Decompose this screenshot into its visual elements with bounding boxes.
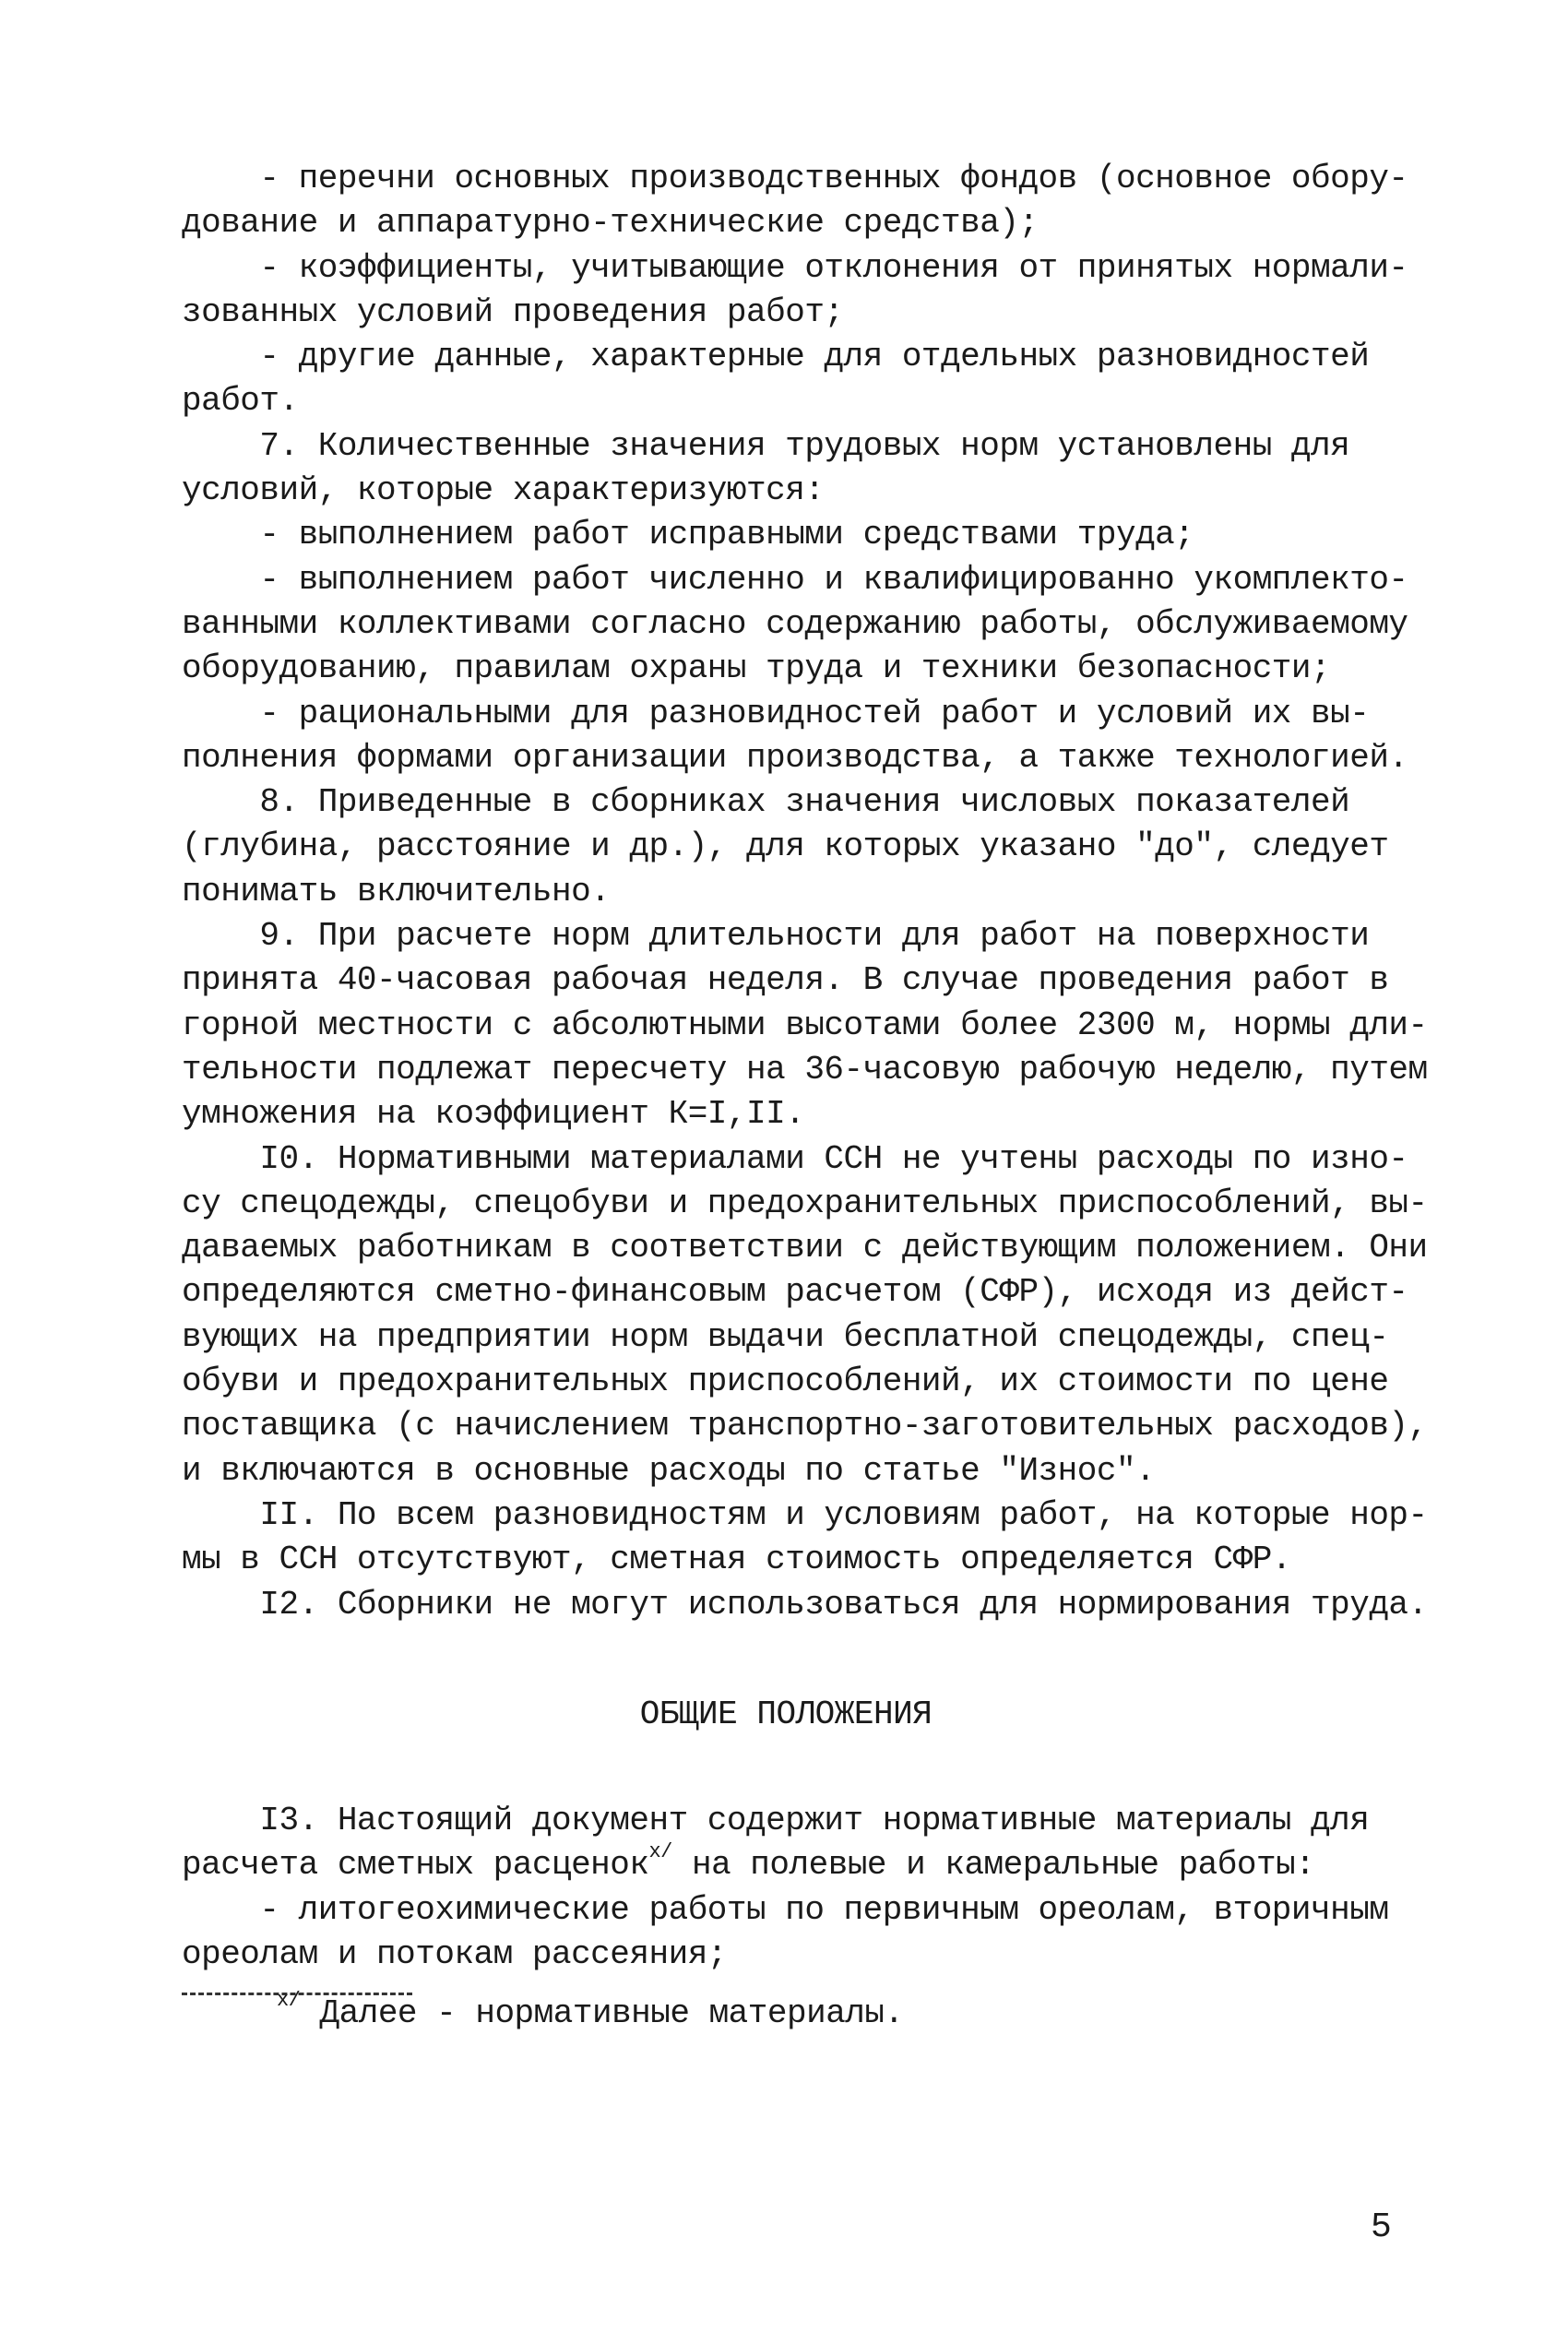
body-line: принята 40-часовая рабочая неделя. В случае проведения работ в xyxy=(182,961,1389,1000)
footnote xyxy=(277,1989,904,2032)
body-line: умножения на коэффициент К=I,II. xyxy=(182,1095,805,1134)
body-line: поставщика (с начислением транспортно-заготовительных расходов), xyxy=(182,1407,1428,1446)
body-line: 7. Количественные значения трудовых норм установлены для xyxy=(182,426,1350,465)
body-line: вующих на предприятии норм выдачи бесплатной спецодежды, спец- xyxy=(182,1317,1389,1356)
footnote-mark: x/ xyxy=(277,1989,301,2012)
body-line: понимать включительно. xyxy=(182,872,611,910)
body-line: мы в ССН отсутствуют, сметная стоимость определяется СФР. xyxy=(182,1541,1291,1579)
body-line: су спецодежды, спецобуви и предохранительных приспособлений, вы- xyxy=(182,1184,1428,1222)
body-line: - другие данные, характерные для отдельных разновидностей xyxy=(182,338,1370,376)
paragraph-13-line-2 xyxy=(182,1840,1390,1887)
body-line: - рациональными для разновидностей работ и условий их вы- xyxy=(182,694,1370,732)
body-line: (глубина, расстояние и др.), для которых указано "до", следует xyxy=(182,827,1389,866)
paragraph-13-line-3: - литогеохимические работы по первичным ореолам, вторичным xyxy=(182,1890,1389,1929)
footnote-text: Далее - нормативные материалы. xyxy=(300,1994,904,2032)
line-2-pre: расчета сметных расценок xyxy=(182,1846,649,1885)
body-line: зованных условий проведения работ; xyxy=(182,292,844,331)
body-line: - перечни основных производственных фондов (основное обору- xyxy=(182,160,1408,197)
line-2-post: на полевые и камеральные работы: xyxy=(671,1846,1315,1885)
body-line: даваемых работникам в соответствии с действующим положением. Они xyxy=(182,1229,1428,1267)
body-line: тельности подлежат пересчету на 36-часовую рабочую неделю, путем xyxy=(182,1050,1428,1089)
body-line: - выполнением работ исправными средствами труда; xyxy=(182,516,1194,554)
paragraph-13-line-4: ореолам и потокам рассеяния; xyxy=(182,1934,727,1973)
body-line: условий, которые характеризуются: xyxy=(182,471,825,510)
body-line: дование и аппаратурно-технические средства); xyxy=(182,204,1039,243)
body-line: работ. xyxy=(182,382,299,421)
section-text xyxy=(182,1799,1390,1977)
body-line: I2. Сборники не могут использоваться для нормирования труда. xyxy=(182,1585,1428,1624)
body-line: I0. Нормативными материалами ССН не учтены расходы по изно- xyxy=(182,1139,1408,1178)
section-heading: ОБЩИЕ ПОЛОЖЕНИЯ xyxy=(639,1695,932,1733)
body-line: - коэффициенты, учитывающие отклонения от принятых нормали- xyxy=(182,248,1408,287)
body-line: полнения формами организации производства, а также технологией. xyxy=(182,738,1408,777)
body-line: оборудованию, правилам охраны труда и техники безопасности; xyxy=(182,649,1331,688)
body-line: определяются сметно-финансовым расчетом (СФР), исходя из дейст- xyxy=(182,1273,1408,1312)
body-line: горной местности с абсолютными высотами более 2300 м, нормы дли- xyxy=(182,1005,1428,1044)
body-line: II. По всем разновидностям и условиям работ, на которые нор- xyxy=(182,1495,1428,1534)
body-line: - выполнением работ численно и квалифицированно укомплекто- xyxy=(182,560,1408,599)
body-line: и включаются в основные расходы по статье "Износ". xyxy=(182,1451,1156,1490)
body-text xyxy=(182,157,1428,1627)
body-line: обуви и предохранительных приспособлений, их стоимости по цене xyxy=(182,1362,1389,1401)
footnote-reference: x/ xyxy=(648,1840,672,1864)
body-line: 8. Приведенные в сборниках значения числовых показателей xyxy=(182,783,1350,822)
page-number: 5 xyxy=(1371,2207,1392,2247)
paragraph-13-line-1: I3. Настоящий документ содержит нормативные материалы для xyxy=(182,1802,1370,1839)
body-line: ванными коллективами согласно содержанию работы, обслуживаемому xyxy=(182,604,1408,643)
body-line: 9. При расчете норм длительности для работ на поверхности xyxy=(182,917,1370,956)
